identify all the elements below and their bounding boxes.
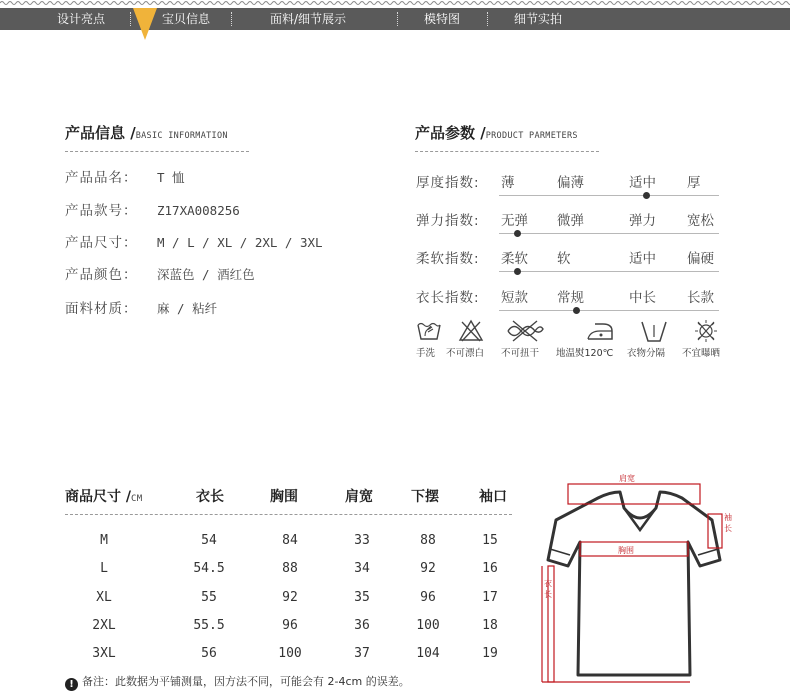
- note-text: 备注：此数据为平铺测量，因方法不同，可能会有 2-4cm 的误差。: [82, 675, 410, 688]
- size-cell-size: 3XL: [92, 646, 116, 661]
- param-option: 中长: [629, 290, 656, 306]
- tshirt-measurement-diagram: [540, 470, 740, 700]
- size-cell-value: 100: [416, 618, 440, 633]
- product-params-subtitle: PRODUCT PARMETERS: [485, 131, 578, 141]
- param-option: 薄: [501, 175, 515, 191]
- size-cell-value: 100: [278, 646, 302, 661]
- care-label-hand-wash: 手洗: [416, 348, 436, 359]
- size-cell-value: 55.5: [193, 618, 225, 633]
- nav-item-design-highlights[interactable]: 设计亮点: [57, 12, 106, 26]
- diagram-label-sleeve: 袖长: [724, 513, 732, 533]
- size-cell-value: 84: [282, 533, 298, 548]
- care-label-no-sun: 不宜曝晒: [682, 348, 721, 359]
- param-label: 柔软指数:: [416, 251, 480, 267]
- param-scale-line: [499, 310, 719, 311]
- section-nav-bar: [0, 8, 790, 30]
- nav-item-product-info[interactable]: 宝贝信息: [162, 12, 211, 26]
- param-level-marker: [514, 230, 521, 237]
- separate-wash-icon: [639, 319, 669, 343]
- size-col-cuff: 袖口: [479, 489, 507, 505]
- product-params-divider: [415, 151, 599, 152]
- param-scale-line: [499, 271, 719, 272]
- iron-icon: [585, 319, 615, 343]
- param-option: 无弹: [501, 213, 528, 229]
- size-col-shoulder: 肩宽: [345, 489, 373, 505]
- param-option: 柔软: [501, 251, 528, 267]
- care-label-separate: 衣物分隔: [627, 348, 666, 359]
- param-option: 宽松: [687, 213, 714, 229]
- param-level-marker: [514, 268, 521, 275]
- param-option: 厚: [687, 175, 701, 191]
- size-cell-value: 104: [416, 646, 440, 661]
- active-nav-marker: [133, 8, 157, 40]
- nav-separator: [487, 12, 488, 26]
- nav-item-model-photos[interactable]: 模特图: [424, 12, 461, 26]
- info-row-material: 面料材质： 麻 / 粘纤: [65, 301, 218, 317]
- size-cell-value: 33: [354, 533, 370, 548]
- product-info-title: 产品信息 /BASIC INFORMATION: [65, 124, 228, 142]
- param-option: 偏硬: [687, 251, 714, 267]
- info-icon: !: [65, 678, 78, 691]
- size-cell-value: 18: [482, 618, 498, 633]
- size-cell-value: 34: [354, 561, 370, 576]
- product-params-title: 产品参数 /PRODUCT PARMETERS: [415, 124, 578, 142]
- size-cell-value: 37: [354, 646, 370, 661]
- size-cell-size: L: [100, 561, 108, 576]
- size-cell-value: 55: [201, 590, 217, 605]
- size-cell-value: 17: [482, 590, 498, 605]
- size-col-length: 衣长: [196, 489, 224, 505]
- size-cell-value: 35: [354, 590, 370, 605]
- size-cell-value: 15: [482, 533, 498, 548]
- nav-item-detail-photos[interactable]: 细节实拍: [514, 12, 563, 26]
- param-label: 弹力指数:: [416, 213, 480, 229]
- param-scale-line: [499, 195, 719, 196]
- info-row-colors: 产品颜色： 深蓝色 / 酒红色: [65, 267, 255, 283]
- measurement-note: [65, 673, 410, 691]
- size-unit: CM: [131, 494, 143, 504]
- size-cell-value: 88: [282, 561, 298, 576]
- param-option: 软: [557, 251, 571, 267]
- size-cell-value: 19: [482, 646, 498, 661]
- size-cell-value: 54: [201, 533, 217, 548]
- param-option: 长款: [687, 290, 714, 306]
- param-option: 常规: [557, 290, 584, 306]
- no-sun-icon: [693, 319, 719, 343]
- param-option: 短款: [501, 290, 528, 306]
- param-option: 适中: [629, 175, 656, 191]
- size-cell-value: 56: [201, 646, 217, 661]
- info-row-sizes: 产品尺寸： M / L / XL / 2XL / 3XL: [65, 235, 323, 251]
- param-option: 适中: [629, 251, 656, 267]
- size-cell-value: 92: [282, 590, 298, 605]
- size-cell-value: 96: [282, 618, 298, 633]
- care-label-no-wring: 不可扭干: [501, 348, 540, 359]
- no-wring-icon: [505, 319, 545, 343]
- param-option: 偏薄: [557, 175, 584, 191]
- param-level-marker: [643, 192, 650, 199]
- param-option: 弹力: [629, 213, 656, 229]
- size-col-chest: 胸围: [270, 489, 298, 505]
- no-bleach-icon: [458, 319, 484, 343]
- param-level-marker: [573, 307, 580, 314]
- care-label-no-bleach: 不可漂白: [446, 348, 485, 359]
- size-cell-value: 96: [420, 590, 436, 605]
- diagram-label-shoulder: 肩宽: [619, 474, 635, 483]
- nav-item-fabric-details[interactable]: 面料/细节展示: [270, 12, 347, 26]
- param-label: 厚度指数:: [416, 175, 480, 191]
- size-cell-value: 16: [482, 561, 498, 576]
- size-cell-value: 36: [354, 618, 370, 633]
- param-scale-line: [499, 233, 719, 234]
- size-table-divider: [65, 514, 512, 515]
- nav-separator: [130, 12, 131, 26]
- info-row-style-number: 产品款号： Z17XA008256: [65, 203, 240, 219]
- size-cell-size: M: [100, 533, 108, 548]
- size-cell-value: 54.5: [193, 561, 225, 576]
- size-table-title: 商品尺寸 /CM: [65, 489, 143, 505]
- product-info-subtitle: BASIC INFORMATION: [135, 131, 228, 141]
- info-row-name: 产品品名： T 恤: [65, 170, 185, 186]
- product-info-divider: [65, 151, 249, 152]
- size-cell-size: 2XL: [92, 618, 116, 633]
- param-option: 微弹: [557, 213, 584, 229]
- nav-separator: [231, 12, 232, 26]
- size-cell-value: 88: [420, 533, 436, 548]
- nav-separator: [397, 12, 398, 26]
- diagram-label-chest: 胸围: [618, 546, 634, 555]
- size-cell-size: XL: [96, 590, 112, 605]
- top-decorative-border: [0, 0, 790, 6]
- hand-wash-icon: [416, 319, 442, 343]
- size-cell-value: 92: [420, 561, 436, 576]
- care-label-iron: 地温熨120℃: [556, 348, 614, 359]
- diagram-label-length: 衣长: [544, 579, 552, 599]
- param-label: 衣长指数:: [416, 290, 480, 306]
- size-col-hem: 下摆: [411, 489, 439, 505]
